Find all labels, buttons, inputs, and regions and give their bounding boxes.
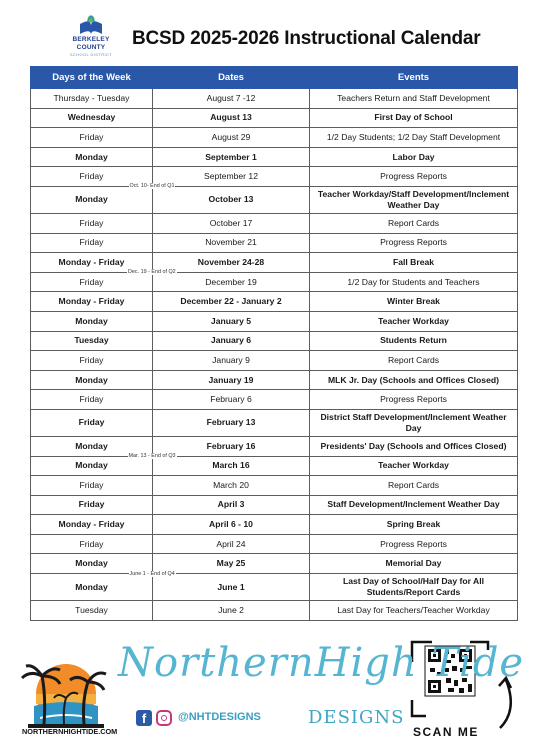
- date-cell: January 19: [153, 370, 310, 390]
- scan-me-label: SCAN ME: [413, 725, 479, 739]
- date-cell: February 6: [153, 390, 310, 410]
- date-cell: February 13: [153, 409, 310, 436]
- table-row: [31, 574, 518, 601]
- day-cell: Monday: [31, 147, 153, 167]
- event-cell: Report Cards: [310, 476, 518, 496]
- brand-script-logo: NorthernHigh Tide: [118, 640, 525, 686]
- table-row: [31, 554, 518, 574]
- day-cell: Monday: [31, 311, 153, 331]
- quarter-end-note: Oct. 10- End of Q1: [129, 183, 175, 190]
- sunset-island-logo: [22, 664, 106, 728]
- day-cell: Friday: [31, 213, 153, 233]
- quarter-end-note: Mar. 13 - End of Q3: [128, 453, 176, 459]
- day-cell: Thursday - Tuesday: [31, 89, 153, 109]
- table-row: [31, 89, 518, 109]
- table-row: [31, 128, 518, 148]
- day-cell: Friday: [31, 409, 153, 436]
- event-cell: 1/2 Day for Students and Teachers: [310, 272, 518, 292]
- day-cell: Friday: [31, 167, 153, 187]
- date-cell: June 2: [153, 601, 310, 621]
- instagram-icon[interactable]: [156, 710, 172, 726]
- table-header-row: [31, 67, 518, 89]
- table-row: [31, 409, 518, 436]
- day-cell: Monday - Friday: [31, 292, 153, 312]
- column-header-days: Days of the Week: [31, 67, 153, 89]
- date-cell: January 9: [153, 351, 310, 371]
- table-row: [31, 167, 518, 187]
- event-cell: Fall Break: [310, 253, 518, 273]
- logo-subtitle: SCHOOL DISTRICT: [69, 52, 113, 57]
- date-cell: March 20: [153, 476, 310, 496]
- date-cell: December 22 - January 2: [153, 292, 310, 312]
- quarter-end-note: Dec. 19 - End of Q2: [128, 269, 176, 276]
- date-cell: November 21: [153, 233, 310, 253]
- table-row: [31, 476, 518, 496]
- date-cell: April 24: [153, 534, 310, 554]
- day-cell: Wednesday: [31, 108, 153, 128]
- day-cell: Monday - Friday: [31, 515, 153, 535]
- event-cell: Memorial Day: [310, 554, 518, 574]
- event-cell: Progress Reports: [310, 390, 518, 410]
- table-row: [31, 331, 518, 351]
- table-row: [31, 253, 518, 273]
- social-handle[interactable]: @NHTDESIGNS: [178, 711, 261, 723]
- table-row: [31, 456, 518, 476]
- logo-name: BERKELEY COUNTY: [72, 36, 110, 51]
- event-cell: Students Return: [310, 331, 518, 351]
- event-cell: First Day of School: [310, 108, 518, 128]
- day-cell: Friday: [31, 495, 153, 515]
- table-row: [31, 147, 518, 167]
- event-cell: Teachers Return and Staff Development: [310, 89, 518, 109]
- day-cell: Monday: [31, 574, 153, 601]
- date-cell: August 7 -12: [153, 89, 310, 109]
- event-cell: Labor Day: [310, 147, 518, 167]
- book-logo-icon: [78, 14, 104, 36]
- day-cell: Friday: [31, 390, 153, 410]
- calendar-table: [30, 66, 518, 621]
- date-cell: September 1: [153, 147, 310, 167]
- date-cell: September 12: [153, 167, 310, 187]
- date-cell: January 5: [153, 311, 310, 331]
- column-header-events: Events: [310, 67, 518, 89]
- event-cell: Report Cards: [310, 351, 518, 371]
- event-cell: Last Day of School/Half Day for All Students/Report Cards: [310, 574, 518, 601]
- table-row: [31, 108, 518, 128]
- date-cell: October 13: [153, 186, 310, 213]
- column-header-dates: Dates: [153, 67, 310, 89]
- event-cell: Progress Reports: [310, 534, 518, 554]
- day-cell: Friday: [31, 272, 153, 292]
- day-cell: Monday: [31, 554, 153, 574]
- event-cell: MLK Jr. Day (Schools and Offices Closed): [310, 370, 518, 390]
- date-cell: August 29: [153, 128, 310, 148]
- event-cell: Report Cards: [310, 213, 518, 233]
- table-row: [31, 495, 518, 515]
- brand-subtitle: DESIGNS: [308, 707, 405, 728]
- page-header: [0, 0, 533, 64]
- table-row: [31, 233, 518, 253]
- event-cell: Spring Break: [310, 515, 518, 535]
- day-cell: Friday: [31, 351, 153, 371]
- date-cell: August 13: [153, 108, 310, 128]
- footer-banner: [0, 636, 533, 746]
- table-row: [31, 390, 518, 410]
- date-cell: January 6: [153, 331, 310, 351]
- event-cell: Winter Break: [310, 292, 518, 312]
- table-row: [31, 311, 518, 331]
- table-row: [31, 272, 518, 292]
- table-row: [31, 292, 518, 312]
- event-cell: 1/2 Day Students; 1/2 Day Staff Development: [310, 128, 518, 148]
- table-row: [31, 436, 518, 456]
- table-row: [31, 515, 518, 535]
- day-cell: Monday: [31, 456, 153, 476]
- table-row: [31, 601, 518, 621]
- website-text[interactable]: NORTHERNHIGHTIDE.COM: [22, 727, 118, 736]
- instagram-lens: [161, 715, 167, 721]
- day-cell: Friday: [31, 233, 153, 253]
- date-cell: December 19: [153, 272, 310, 292]
- day-cell: Friday: [31, 476, 153, 496]
- event-cell: Staff Development/Inclement Weather Day: [310, 495, 518, 515]
- event-cell: Teacher Workday: [310, 311, 518, 331]
- event-cell: Progress Reports: [310, 167, 518, 187]
- table-row: [31, 186, 518, 213]
- event-cell: Progress Reports: [310, 233, 518, 253]
- date-cell: October 17: [153, 213, 310, 233]
- table-row: [31, 351, 518, 371]
- day-cell: Tuesday: [31, 331, 153, 351]
- day-cell: Monday: [31, 436, 153, 456]
- day-cell: Monday: [31, 186, 153, 213]
- date-cell: November 24-28: [153, 253, 310, 273]
- day-cell: Monday - Friday: [31, 253, 153, 273]
- table-row: [31, 534, 518, 554]
- event-cell: Teacher Workday: [310, 456, 518, 476]
- event-cell: Presidents' Day (Schools and Offices Closed): [310, 436, 518, 456]
- event-cell: District Staff Development/Inclement Weather Day: [310, 409, 518, 436]
- date-cell: June 1: [153, 574, 310, 601]
- facebook-icon[interactable]: f: [136, 710, 152, 726]
- day-cell: Tuesday: [31, 601, 153, 621]
- date-cell: March 16: [153, 456, 310, 476]
- district-logo: [60, 14, 122, 58]
- date-cell: April 3: [153, 495, 310, 515]
- quarter-end-note: June 1 - End of Q4: [129, 570, 175, 577]
- event-cell: Teacher Workday/Staff Development/Inclement Weather Day: [310, 186, 518, 213]
- day-cell: Friday: [31, 534, 153, 554]
- calendar-body: [31, 89, 518, 621]
- date-cell: April 6 - 10: [153, 515, 310, 535]
- table-row: [31, 370, 518, 390]
- date-cell: May 25: [153, 554, 310, 574]
- date-cell: February 16: [153, 436, 310, 456]
- page-title: BCSD 2025-2026 Instructional Calendar: [132, 28, 481, 49]
- table-row: [31, 213, 518, 233]
- day-cell: Monday: [31, 370, 153, 390]
- event-cell: Last Day for Teachers/Teacher Workday: [310, 601, 518, 621]
- day-cell: Friday: [31, 128, 153, 148]
